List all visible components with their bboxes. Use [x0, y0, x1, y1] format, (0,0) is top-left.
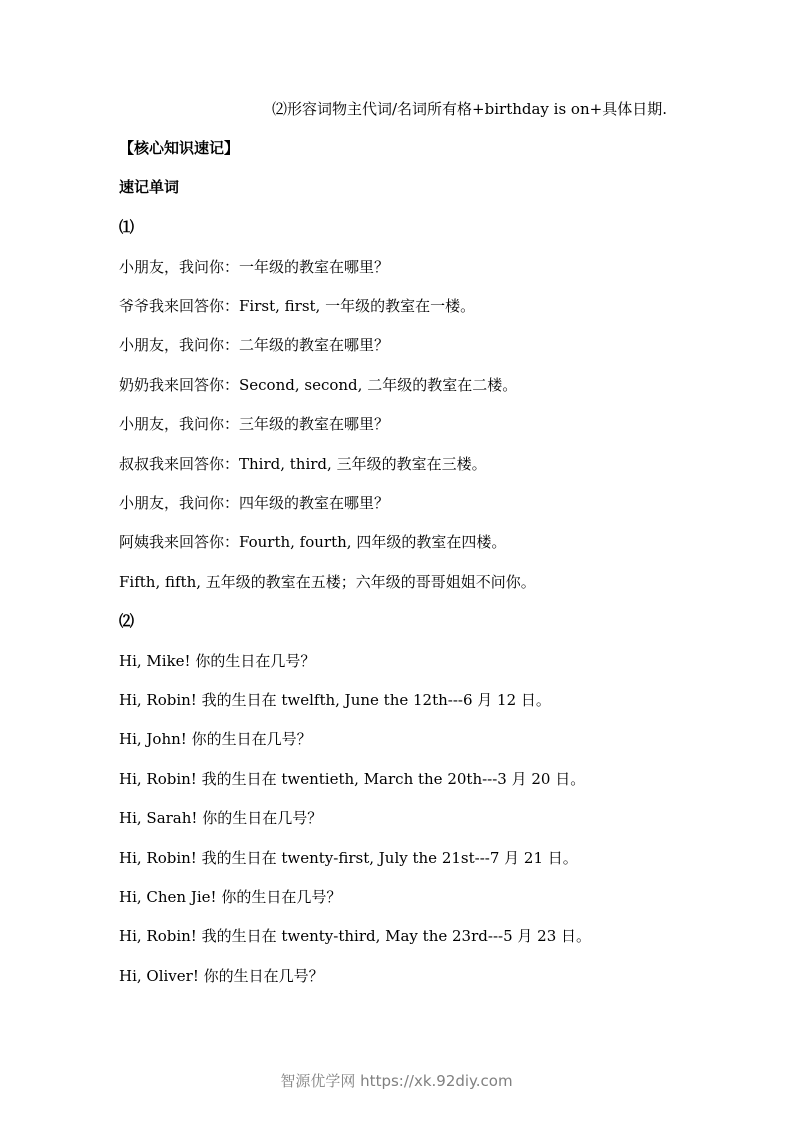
part2-line: Hi, John! 你的生日在几号？ — [119, 730, 312, 748]
part1-line: 叔叔我来回答你：Third, third, 三年级的教室在三楼。 — [119, 455, 487, 473]
part1-line: 小朋友，我问你：四年级的教室在哪里？ — [119, 494, 390, 512]
section-title: 【核心知识速记】 — [119, 139, 240, 157]
part1-label: ⑴ — [119, 218, 135, 236]
part1-line: Fifth, fifth, 五年级的教室在五楼；六年级的哥哥姐姐不问你。 — [119, 573, 536, 591]
part2-line: Hi, Robin! 我的生日在 twelfth, June the 12th---6 月 12 日。 — [119, 691, 551, 709]
part1-line: 小朋友，我问你：二年级的教室在哪里？ — [119, 336, 390, 354]
part1-line: 奶奶我来回答你：Second, second, 二年级的教室在二楼。 — [119, 376, 518, 394]
part2-label: ⑵ — [119, 612, 135, 630]
part2-line: Hi, Sarah! 你的生日在几号？ — [119, 809, 323, 827]
part1-line: 小朋友，我问你：三年级的教室在哪里？ — [119, 415, 390, 433]
part1-line: 小朋友，我问你：一年级的教室在哪里？ — [119, 258, 390, 276]
subsection-title: 速记单词 — [119, 178, 180, 196]
intro-line: ⑵形容词物主代词/名词所有格+birthday is on+具体日期. — [272, 100, 667, 118]
part2-line: Hi, Robin! 我的生日在 twenty-third, May the 23rd---5 月 23 日。 — [119, 927, 592, 945]
part2-line: Hi, Robin! 我的生日在 twenty-first, July the 21st---7 月 21 日。 — [119, 849, 578, 867]
part2-line: Hi, Chen Jie! 你的生日在几号？ — [119, 888, 342, 906]
part2-line: Hi, Mike! 你的生日在几号？ — [119, 652, 316, 670]
footer-watermark: 智源优学网 https://xk.92diy.com — [280, 1072, 513, 1090]
part1-line: 爷爷我来回答你：First, first, 一年级的教室在一楼。 — [119, 297, 476, 315]
part2-line: Hi, Oliver! 你的生日在几号？ — [119, 967, 324, 985]
part1-line: 阿姨我来回答你：Fourth, fourth, 四年级的教室在四楼。 — [119, 533, 507, 551]
part2-line: Hi, Robin! 我的生日在 twentieth, March the 20th---3 月 20 日。 — [119, 770, 586, 788]
